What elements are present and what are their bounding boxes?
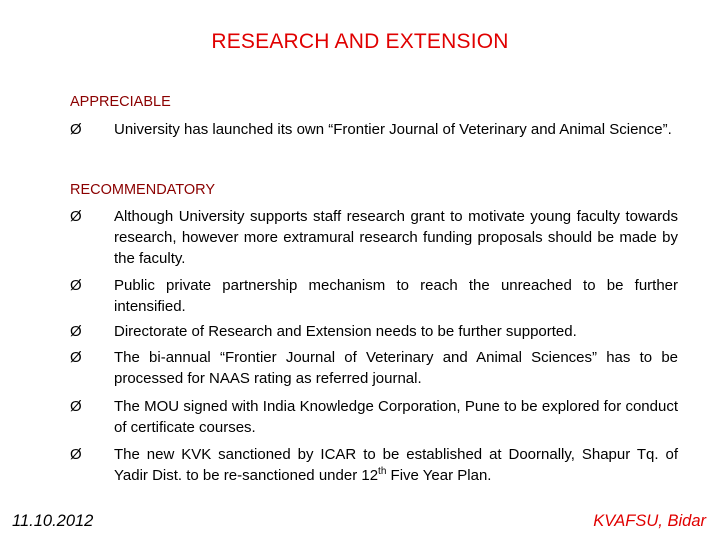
- recommendatory-item-1: Although University supports staff research grant to motivate young faculty towards research, however more extramural research funding proposals should be made by the faculty.: [114, 208, 678, 267]
- bullet-arrow-icon: Ø: [70, 446, 82, 463]
- recommendatory-heading: RECOMMENDATORY: [70, 182, 216, 198]
- recommendatory-item-4: The bi-annual “Frontier Journal of Veterinary and Animal Sciences” has to be processed for NAAS rating as referred journal.: [114, 349, 678, 387]
- bullet-arrow-icon: Ø: [70, 277, 82, 294]
- bullet-arrow-icon: Ø: [70, 121, 82, 138]
- recommendatory-item-3: Directorate of Research and Extension needs to be further supported.: [114, 323, 577, 340]
- bullet-arrow-icon: Ø: [70, 208, 82, 225]
- item-6-text-after: Five Year Plan.: [386, 467, 492, 484]
- recommendatory-item-2: Public private partnership mechanism to reach the unreached to be further intensified.: [114, 277, 678, 315]
- bullet-arrow-icon: Ø: [70, 349, 82, 366]
- recommendatory-item-6: [114, 444, 678, 486]
- appreciable-heading: APPRECIABLE: [70, 94, 171, 110]
- bullet-arrow-icon: Ø: [70, 323, 82, 340]
- item-6-superscript: th: [378, 466, 387, 477]
- item-6-text-before: The new KVK sanctioned by ICAR to be established at Doornally, Shapur Tq. of Yadir Dist. to be re-sanctioned under 12: [114, 446, 678, 484]
- page-title: RESEARCH AND EXTENSION: [211, 30, 509, 53]
- recommendatory-item-5: The MOU signed with India Knowledge Corporation, Pune to be explored for conduct of certificate courses.: [114, 398, 678, 436]
- footer-organization: KVAFSU, Bidar: [593, 512, 706, 530]
- bullet-arrow-icon: Ø: [70, 398, 82, 415]
- appreciable-item-1: University has launched its own “Frontier Journal of Veterinary and Animal Science”.: [114, 121, 672, 138]
- footer-date: 11.10.2012: [12, 512, 94, 530]
